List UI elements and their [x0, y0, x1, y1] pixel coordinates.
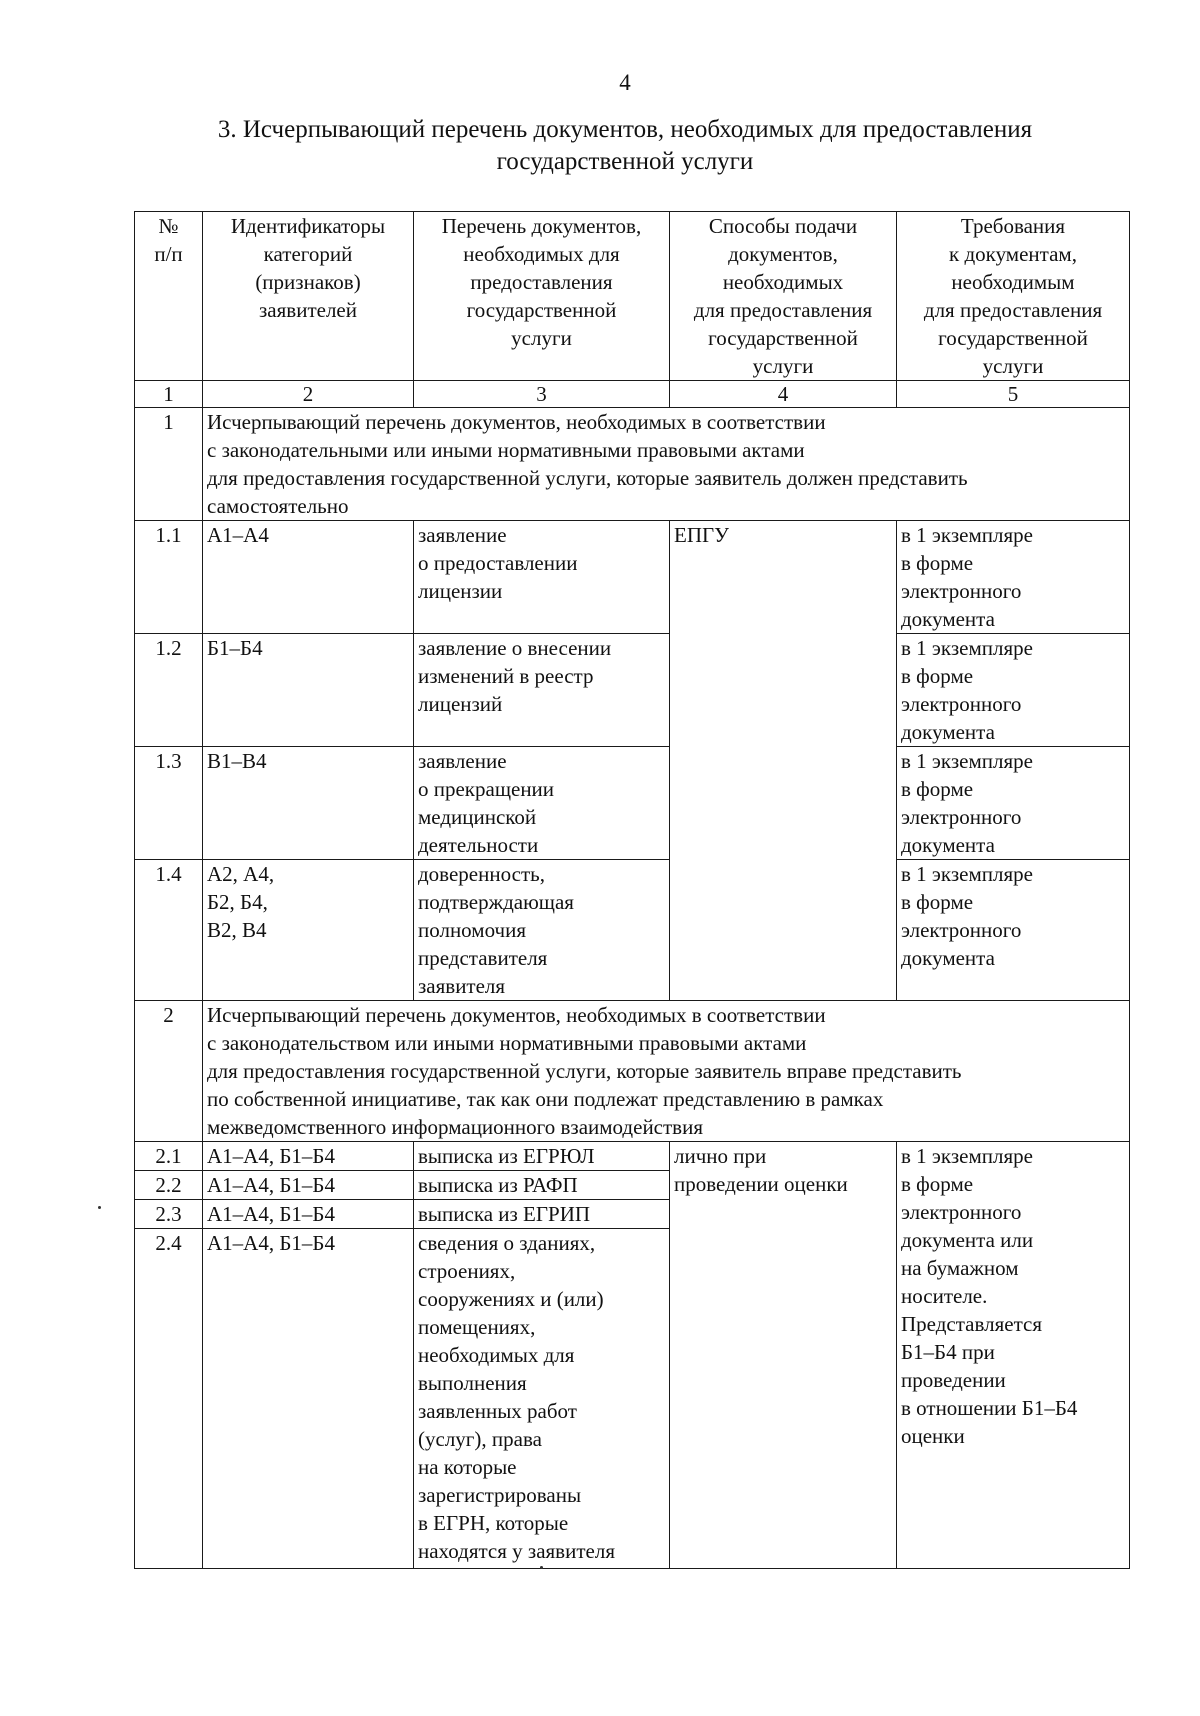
header-documents: Перечень документов, необходимых для предоставления государственной услуги: [414, 212, 670, 381]
row-requirement: в 1 экземпляре в форме электронного документа: [897, 634, 1130, 747]
row-number: 2.3: [135, 1200, 203, 1229]
row-number: 1.4: [135, 860, 203, 1001]
row-document: выписка из ЕГРИП: [414, 1200, 670, 1229]
row-identifiers: А1–А4, Б1–Б4: [203, 1229, 414, 1569]
documents-table: [134, 211, 1130, 1569]
column-number: 5: [897, 381, 1130, 408]
row-number: 1.3: [135, 747, 203, 860]
page-number: 4: [619, 70, 631, 95]
row-document: заявление о предоставлении лицензии: [414, 521, 670, 634]
document-title: 3. Исчерпывающий перечень документов, необходимых для предоставления государственной услуги: [217, 116, 1033, 175]
row-identifiers: А1–А4: [203, 521, 414, 634]
submission-method: ЕПГУ: [670, 521, 897, 1001]
scan-speck: [540, 1566, 543, 1569]
section-row: [135, 408, 1130, 521]
row-document: доверенность, подтверждающая полномочия представителя заявителя: [414, 860, 670, 1001]
column-number: 3: [414, 381, 670, 408]
row-number: 2.2: [135, 1171, 203, 1200]
section-number: 1: [135, 408, 203, 521]
table-row: [135, 634, 1130, 747]
column-numbers-row: [135, 381, 1130, 408]
row-identifiers: А2, А4, Б2, Б4, В2, В4: [203, 860, 414, 1001]
column-number: 4: [670, 381, 897, 408]
column-number: 2: [203, 381, 414, 408]
section-text: Исчерпывающий перечень документов, необходимых в соответствии с законодательством или иными нормативными правовыми актами для предоставления государственной услуги, которые заявитель вправе представить по собственной инициативе, так как они подлежат представлению в рамках межведомственного информационного взаимодействия: [203, 1001, 1130, 1142]
table-row: [135, 521, 1130, 634]
header-methods: Способы подачи документов, необходимых для предоставления государственной услуги: [670, 212, 897, 381]
row-identifiers: В1–В4: [203, 747, 414, 860]
row-document: выписка из ЕГРЮЛ: [414, 1142, 670, 1171]
row-document: выписка из РАФП: [414, 1171, 670, 1200]
header-identifiers: Идентификаторы категорий (признаков) заявителей: [203, 212, 414, 381]
row-requirement: в 1 экземпляре в форме электронного документа: [897, 747, 1130, 860]
row-identifiers: А1–А4, Б1–Б4: [203, 1200, 414, 1229]
table-row: [135, 747, 1130, 860]
table-row: [135, 1142, 1130, 1171]
row-requirement: в 1 экземпляре в форме электронного документа: [897, 521, 1130, 634]
row-document: заявление о внесении изменений в реестр лицензий: [414, 634, 670, 747]
row-number: 2.1: [135, 1142, 203, 1171]
row-document: заявление о прекращении медицинской деятельности: [414, 747, 670, 860]
row-number: 1.1: [135, 521, 203, 634]
submission-method: лично при проведении оценки: [670, 1142, 897, 1569]
row-requirement: в 1 экземпляре в форме электронного документа: [897, 860, 1130, 1001]
row-document: сведения о зданиях, строениях, сооружениях и (или) помещениях, необходимых для выполнения заявленных работ (услуг), права на которые зарегистрированы в ЕГРН, которые находятся у заявителя: [414, 1229, 670, 1569]
section-row: [135, 1001, 1130, 1142]
section-number: 2: [135, 1001, 203, 1142]
row-number: 2.4: [135, 1229, 203, 1569]
row-number: 1.2: [135, 634, 203, 747]
table-header-row: [135, 212, 1130, 381]
column-number: 1: [135, 381, 203, 408]
table-row: [135, 860, 1130, 1001]
row-identifiers: Б1–Б4: [203, 634, 414, 747]
section-text: Исчерпывающий перечень документов, необходимых в соответствии с законодательными или иными нормативными правовыми актами для предоставления государственной услуги, которые заявитель должен представить самостоятельно: [203, 408, 1130, 521]
header-number: № п/п: [135, 212, 203, 381]
scan-speck: [98, 1206, 101, 1209]
row-identifiers: А1–А4, Б1–Б4: [203, 1171, 414, 1200]
row-identifiers: А1–А4, Б1–Б4: [203, 1142, 414, 1171]
row-requirement: в 1 экземпляре в форме электронного документа или на бумажном носителе. Представляется Б1–Б4 при проведении в отношении Б1–Б4 оценки: [897, 1142, 1130, 1569]
header-requirements: Требования к документам, необходимым для предоставления государственной услуги: [897, 212, 1130, 381]
